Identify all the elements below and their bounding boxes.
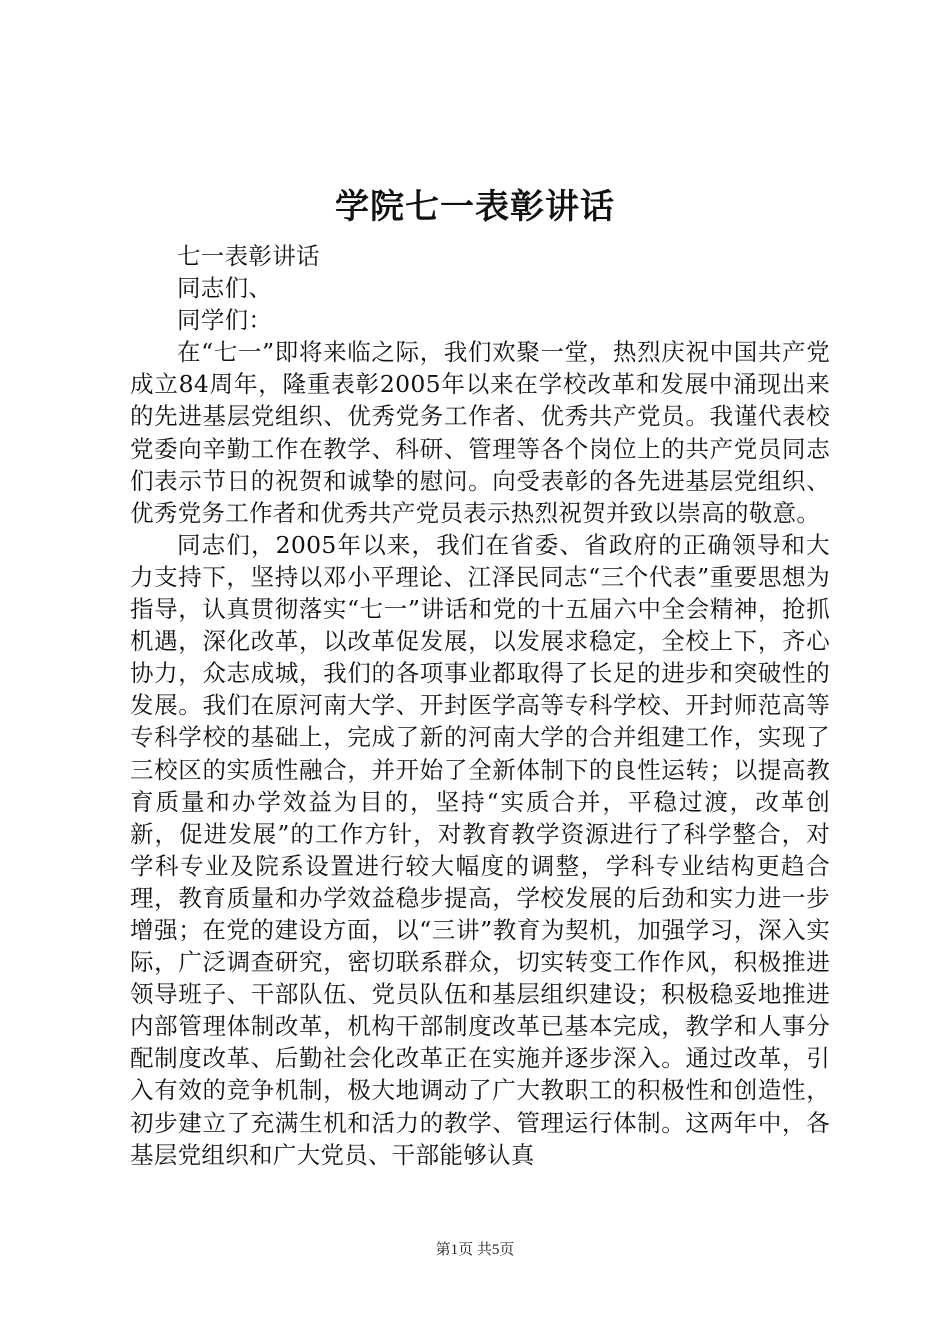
subtitle-line: 七一表彰讲话 [177,242,320,270]
document-title: 学院七一表彰讲话 [335,187,615,227]
document-body [130,240,830,1171]
salutation-line-2: 同学们： [177,306,273,335]
paragraph: 在“七一”即将来临之际，我们欢聚一堂，热烈庆祝中国共产党成立84周年，隆重表彰2005年以来在学校改革和发展中涌现出来的先进基层党组织、优秀党务工作者、优秀共产党员。我谨代表校党委向辛勤工作在教学、科研、管理等各个岗位上的共产党员同志们表示节日的祝贺和诚挚的慰问。向受表彰的各先进基层党组织、优秀党务工作者和优秀共产党员表示热烈祝贺并致以崇高的敬意。 [130,338,830,527]
paragraph: 同志们，2005年以来，我们在省委、省政府的正确领导和大力支持下，坚持以邓小平理论、江泽民同志“三个代表”重要思想为指导，认真贯彻落实“七一”讲话和党的十五届六中全会精神，抢抓机遇，深化改革，以改革促发展，以发展求稳定，全校上下，齐心协力，众志成城，我们的各项事业都取得了长足的进步和突破性的发展。我们在原河南大学、开封医学高等专科学校、开封师范高等专科学校的基础上，完成了新的河南大学的合并组建工作，实现了三校区的实质性融合，并开始了全新体制下的良性运转；以提高教育质量和办学效益为目的，坚持“实质合并，平稳过渡，改革创新，促进发展”的工作方针，对教育教学资源进行了科学整合，对学科专业及院系设置进行较大幅度的调整，学科专业结构更趋合理，教育质量和办学效益稳步提高，学校发展的后劲和实力进一步增强；在党的建设方面，以“三讲”教育为契机，加强学习，深入实际，广泛调查研究，密切联系群众，切实转变工作作风，积极推进领导班子、干部队伍、党员队伍和基层组织建设；积极稳妥地推进内部管理体制改革，机构干部制度改革已基本完成，教学和人事分配制度改革、后勤社会化改革正在实施并逐步深入。通过改革，引入有效的竞争机制，极大地调动了广大教职工的积极性和创造性，初步建立了充满生机和活力的教学、管理运行体制。这两年中，各基层党组织和广大党员、干部能够认真 [130,530,830,1169]
salutation-line-1: 同志们、 [177,274,273,303]
page-footer: 第1页 共5页 [435,1242,515,1258]
